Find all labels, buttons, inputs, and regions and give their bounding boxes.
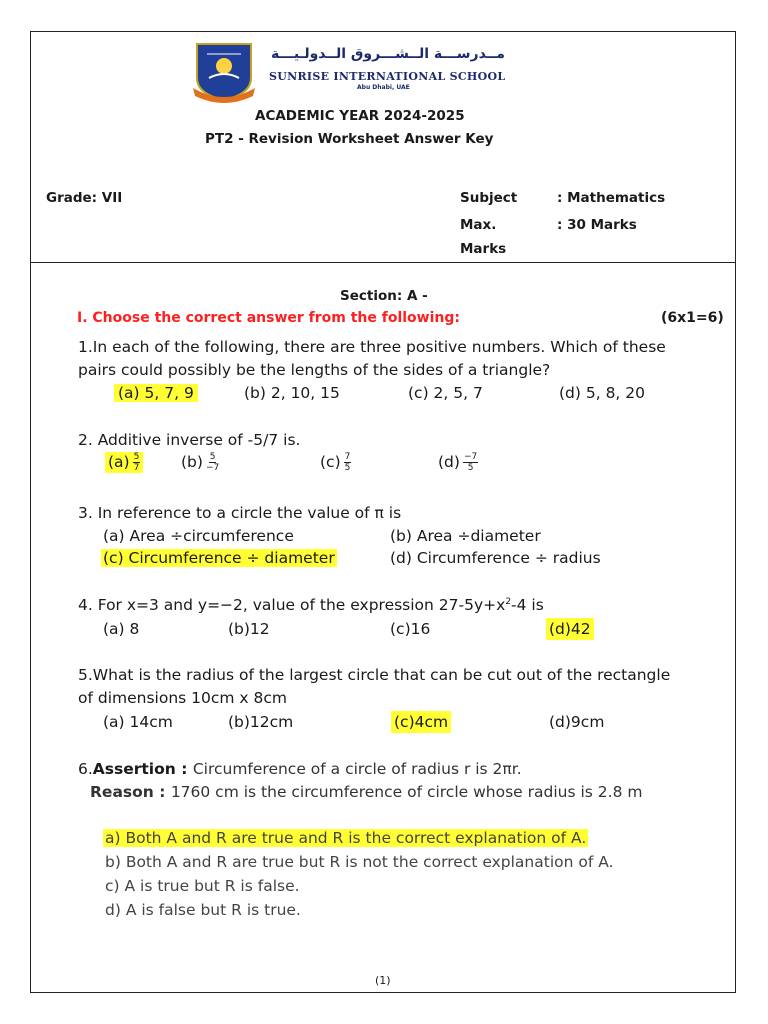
- question-1-option-a: (a) 5, 7, 9: [114, 384, 198, 402]
- school-name-english: SUNRISE INTERNATIONAL SCHOOL: [269, 70, 506, 83]
- question-6-reason: Reason : 1760 cm is the circumference of circle whose radius is 2.8 m: [90, 783, 643, 801]
- school-name-arabic: مــدرســـة الــشـــروق الــدولـيـــة: [271, 46, 505, 62]
- page-frame: [30, 31, 736, 993]
- question-1-option-d: (d) 5, 8, 20: [559, 384, 646, 402]
- question-4-text: 4. For x=3 and y=−2, value of the expression $27-5y+x^2-4$ is: [78, 596, 544, 614]
- academic-year: ACADEMIC YEAR 2024-2025: [255, 108, 465, 124]
- question-5-line2: of dimensions 10cm x 8cm: [78, 689, 288, 707]
- subject-value: : Mathematics: [557, 190, 666, 206]
- question-2-option-d: (d) $\frac{-7}{5}$: [438, 452, 478, 473]
- grade-label: Grade: VII: [46, 190, 123, 206]
- question-5-option-b: (b)12cm: [228, 713, 294, 731]
- question-1-line1: 1.In each of the following, there are three positive numbers. Which of these: [78, 338, 666, 356]
- question-3-option-c: (c) Circumference ÷ diameter: [103, 549, 335, 567]
- question-1-option-b: (b) 2, 10, 15: [244, 384, 340, 402]
- section-instruction: I. Choose the correct answer from the following:: [77, 310, 460, 326]
- question-3-option-d: (d) Circumference ÷ radius: [390, 549, 601, 567]
- question-2-option-c: (c) $\frac{7}{5}$: [320, 452, 351, 473]
- question-4-option-d: (d)42: [546, 618, 594, 640]
- question-4-option-b: (b)12: [228, 620, 270, 638]
- question-6-option-d: d) A is false but R is true.: [105, 901, 301, 919]
- question-6-option-b: b) Both A and R are true but R is not the correct explanation of A.: [105, 853, 614, 871]
- question-3-option-b: (b) Area ÷diameter: [390, 527, 541, 545]
- question-5-option-d: (d)9cm: [549, 713, 605, 731]
- question-1-line2: pairs could possibly be the lengths of the sides of a triangle?: [78, 361, 551, 379]
- question-3-text: 3. In reference to a circle the value of π is: [78, 504, 402, 522]
- question-5-option-a: (a) 14cm: [103, 713, 173, 731]
- question-6-assertion: 6.Assertion : Circumference of a circle of radius r is 2πr.: [78, 760, 522, 778]
- question-6-option-a: a) Both A and R are true and R is the correct explanation of A.: [105, 829, 587, 847]
- question-4-option-a: (a) 8: [103, 620, 140, 638]
- section-marks: (6x1=6): [661, 310, 724, 326]
- question-5-option-c: (c)4cm: [391, 711, 451, 733]
- question-1-option-c: (c) 2, 5, 7: [408, 384, 483, 402]
- max-marks-value: : 30 Marks: [557, 217, 637, 233]
- question-5-line1: 5.What is the radius of the largest circle that can be cut out of the rectangle: [78, 666, 671, 684]
- question-2-text: 2. Additive inverse of -5/7 is.: [78, 431, 301, 449]
- page-number: (1): [375, 974, 391, 987]
- max-marks-label-line2: Marks: [460, 241, 507, 257]
- header-divider: [31, 262, 735, 263]
- question-4-option-c: (c)16: [390, 620, 431, 638]
- subject-label: Subject: [460, 190, 518, 206]
- max-marks-label-line1: Max.: [460, 217, 497, 233]
- question-3-option-a: (a) Area ÷circumference: [103, 527, 294, 545]
- school-location: Abu Dhabi, UAE: [357, 84, 410, 91]
- worksheet-title: PT2 - Revision Worksheet Answer Key: [205, 131, 494, 147]
- question-6-option-c: c) A is true but R is false.: [105, 877, 300, 895]
- section-title: Section: A -: [340, 288, 428, 304]
- school-crest-logo: [185, 40, 263, 104]
- question-2-option-a: (a) $\frac{5}{7}$: [105, 452, 143, 473]
- question-2-option-b: (b) $\frac{5}{-7}$: [181, 452, 220, 473]
